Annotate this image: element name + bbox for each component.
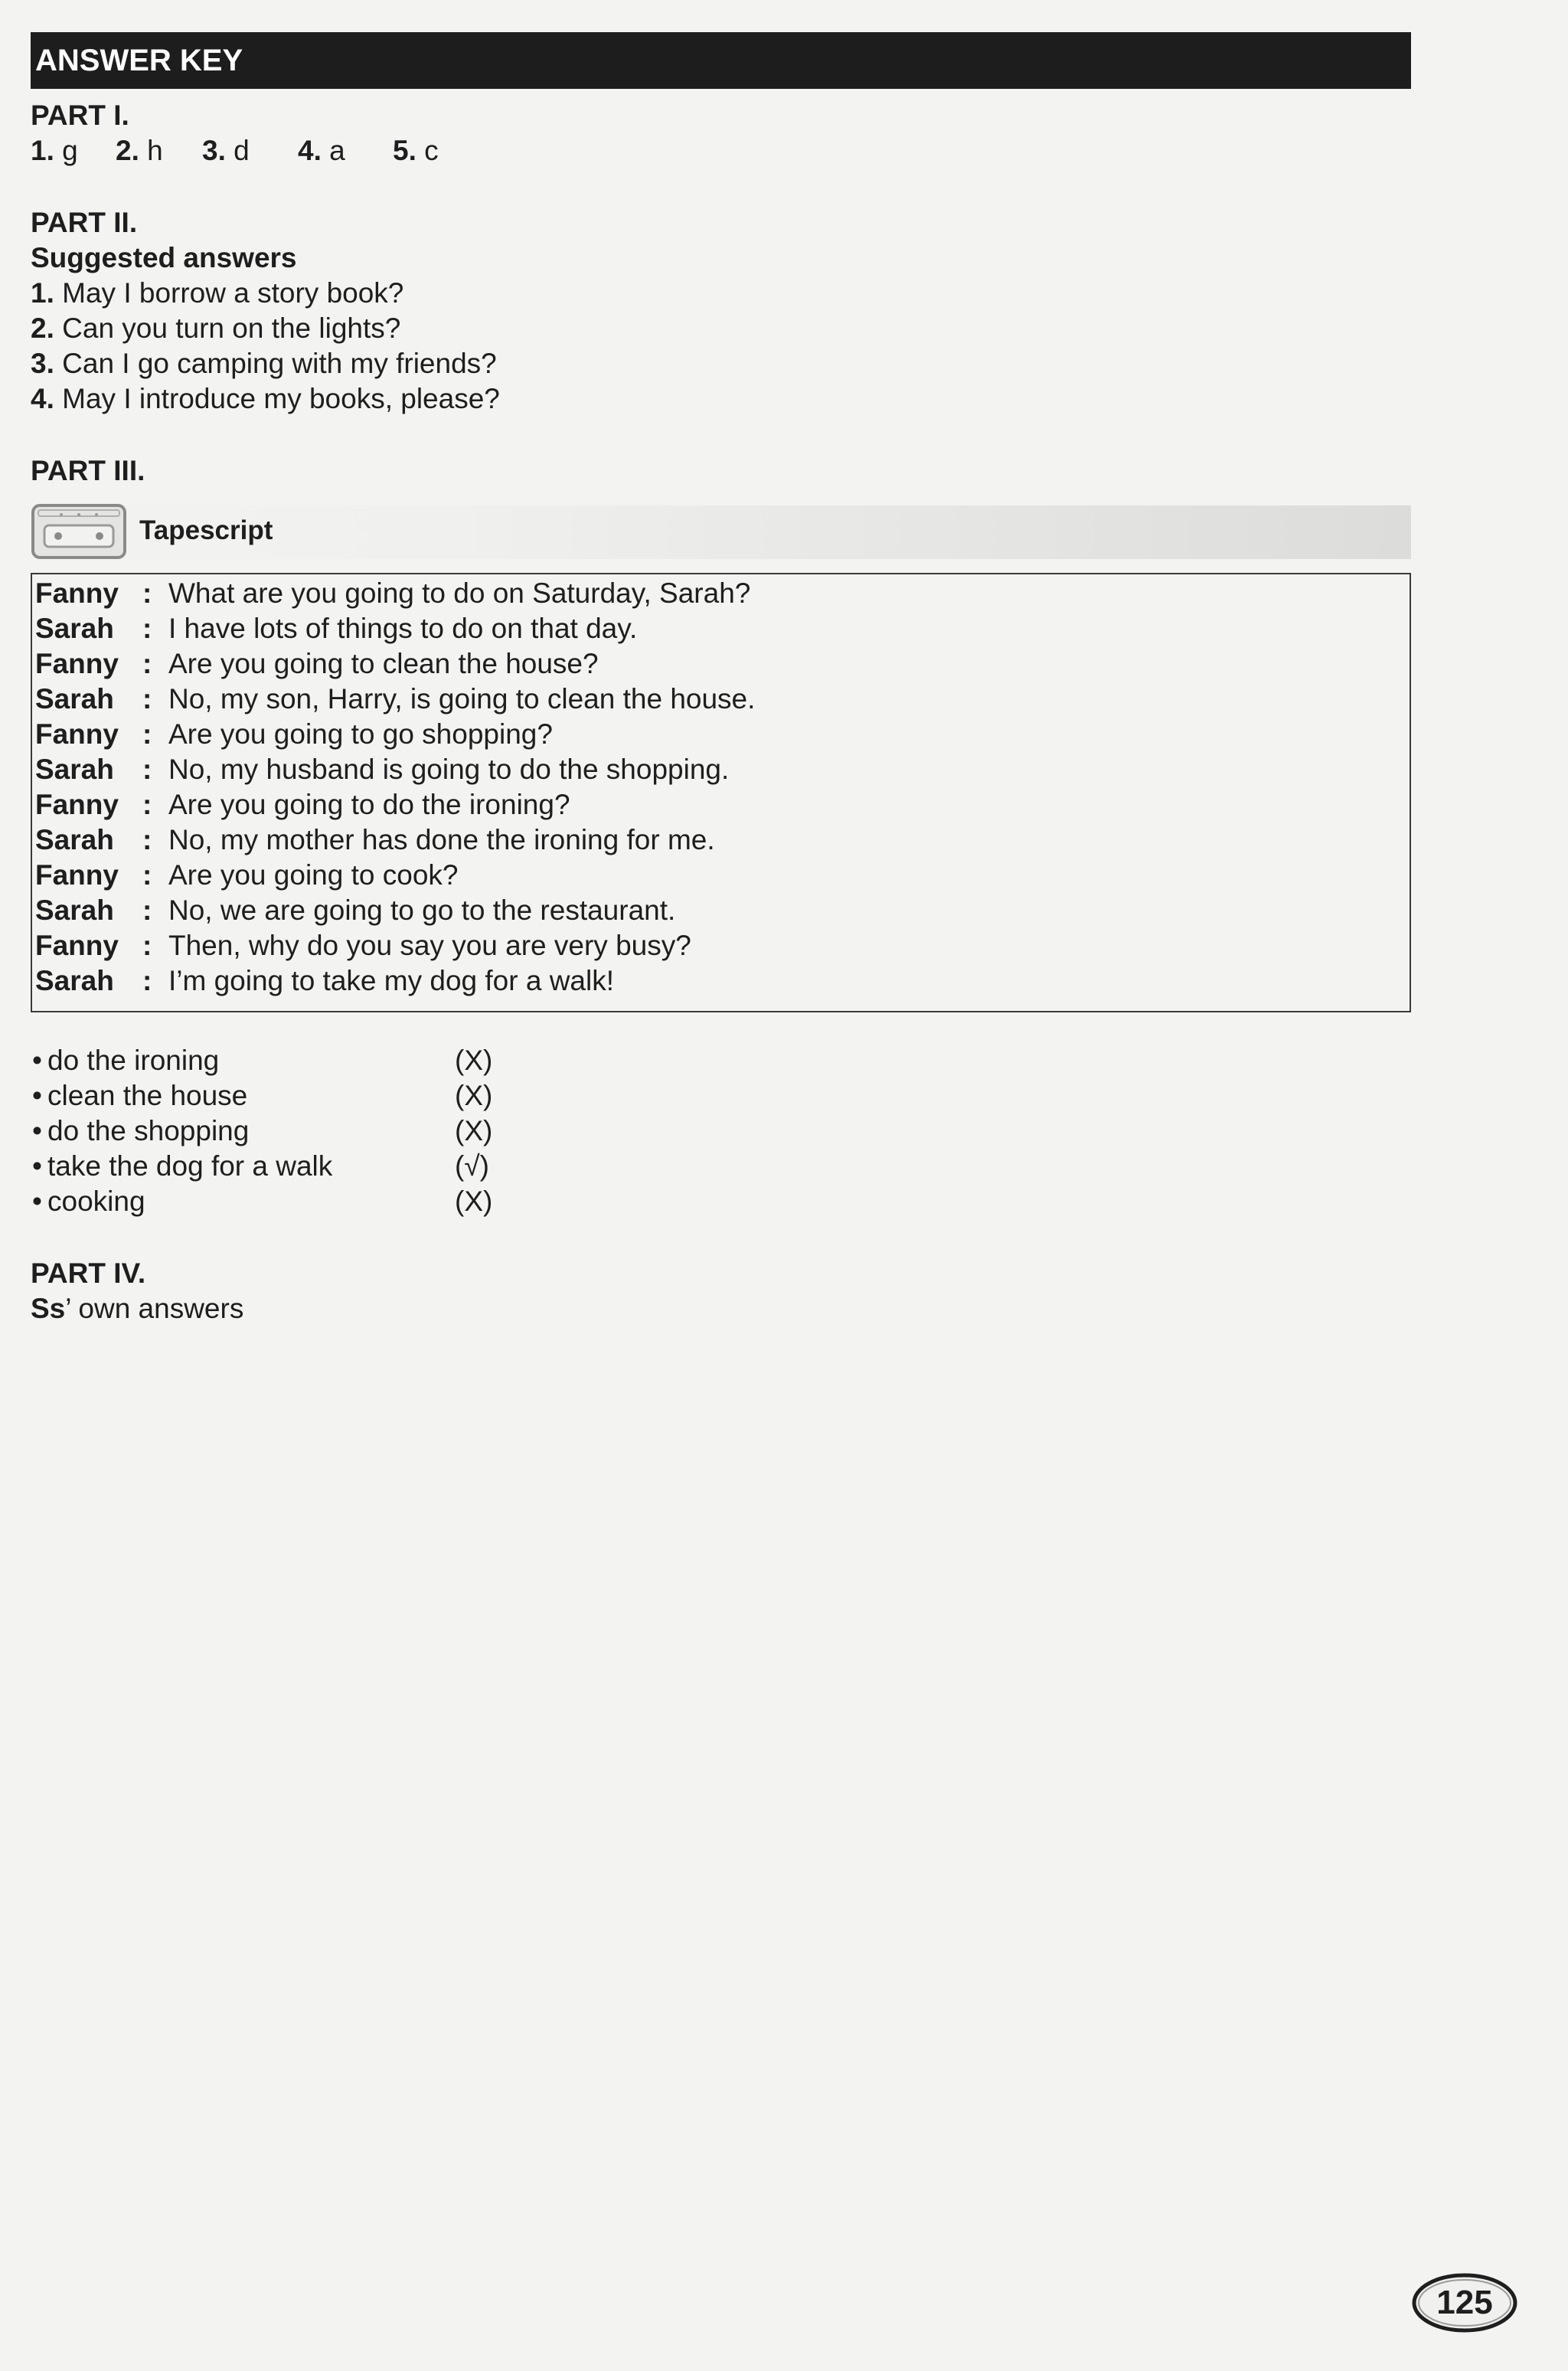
part-1-answer: 3. d: [202, 135, 250, 166]
activity-checklist: [31, 1043, 567, 1219]
speaker-name: Sarah: [35, 683, 114, 715]
answer-mark: (X): [455, 1080, 493, 1111]
list-item: 2. Can you turn on the lights?: [31, 312, 401, 344]
speaker-colon: :: [142, 824, 152, 855]
list-item: [31, 1184, 567, 1219]
bullet: •: [32, 1186, 42, 1217]
dialogue-text: I have lots of things to do on that day.: [168, 613, 638, 644]
speaker-colon: :: [142, 894, 152, 926]
page-number: 125: [1436, 2284, 1493, 2321]
list-item: 3. Can I go camping with my friends?: [31, 348, 497, 379]
dialogue-line: [32, 611, 1410, 646]
answer-mark: (X): [455, 1045, 493, 1076]
dialogue-text: No, my mother has done the ironing for me.: [168, 824, 715, 855]
bullet: •: [32, 1115, 42, 1146]
dialogue-line: [32, 963, 1410, 999]
part-4-answer: Ss’ own answers: [31, 1293, 244, 1324]
dialogue-text: No, my son, Harry, is going to clean the house.: [168, 683, 756, 715]
activity-text: do the shopping: [47, 1115, 250, 1146]
speaker-colon: :: [142, 859, 152, 891]
dialogue-text: What are you going to do on Saturday, Sarah?: [168, 577, 751, 609]
dialogue-line: [32, 576, 1410, 611]
activity-text: clean the house: [47, 1080, 248, 1111]
speaker-colon: :: [142, 965, 152, 996]
speaker-colon: :: [142, 718, 152, 750]
speaker-colon: :: [142, 754, 152, 785]
bullet: •: [32, 1080, 42, 1111]
dialogue-line: [32, 682, 1410, 717]
list-item: 4. May I introduce my books, please?: [31, 383, 500, 414]
answer-mark: (X): [455, 1115, 493, 1146]
dialogue-line: [32, 717, 1410, 752]
dialogue-line: [32, 928, 1410, 963]
list-item: [31, 1043, 567, 1078]
part-1-heading: PART I.: [31, 100, 129, 131]
dialogue-text: No, we are going to go to the restaurant.: [168, 894, 676, 926]
dialogue-line: [32, 858, 1410, 893]
speaker-colon: :: [142, 613, 152, 644]
speaker-name: Fanny: [35, 789, 119, 820]
part-3-heading: PART III.: [31, 455, 145, 486]
answer-key-header: [31, 32, 1411, 89]
speaker-name: Fanny: [35, 859, 119, 891]
part-1-answer: 4. a: [298, 135, 345, 166]
part-1-answer: 1. g: [31, 135, 78, 166]
speaker-name: Fanny: [35, 718, 119, 750]
part-4-heading: PART IV.: [31, 1257, 146, 1289]
speaker-name: Sarah: [35, 613, 114, 644]
activity-text: do the ironing: [47, 1045, 220, 1076]
part-2-heading: PART II.: [31, 207, 138, 238]
activity-text: cooking: [47, 1186, 145, 1217]
speaker-name: Sarah: [35, 894, 114, 926]
speaker-colon: :: [142, 683, 152, 715]
dialogue-text: Are you going to do the ironing?: [168, 789, 570, 820]
speaker-name: Sarah: [35, 754, 114, 785]
dialogue-line: [32, 646, 1410, 682]
dialogue-line: [32, 787, 1410, 822]
tapescript-label: Tapescript: [139, 515, 273, 545]
speaker-name: Fanny: [35, 577, 119, 609]
dialogue-line: [32, 893, 1410, 928]
part-2-section: [31, 205, 500, 417]
answer-mark: (√): [455, 1150, 489, 1182]
speaker-name: Fanny: [35, 648, 119, 679]
answer-mark: (X): [455, 1186, 493, 1217]
part-1-section: [31, 98, 439, 168]
cassette-tape-icon: [31, 502, 127, 561]
dialogue-text: Are you going to clean the house?: [168, 648, 599, 679]
dialogue-text: Are you going to go shopping?: [168, 718, 553, 750]
list-item: [31, 1114, 567, 1149]
dialogue-text: I’m going to take my dog for a walk!: [168, 965, 614, 996]
speaker-name: Fanny: [35, 930, 119, 961]
dialogue-text: No, my husband is going to do the shopping.: [168, 754, 730, 785]
tapescript-box: [31, 573, 1411, 1012]
part-4-section: [31, 1256, 243, 1326]
part-1-answers: [31, 133, 439, 168]
speaker-colon: :: [142, 789, 152, 820]
speaker-name: Sarah: [35, 965, 114, 996]
page-title: ANSWER KEY: [35, 44, 243, 77]
activity-text: take the dog for a walk: [47, 1150, 333, 1182]
speaker-colon: :: [142, 577, 152, 609]
bullet: •: [32, 1045, 42, 1076]
part-3-heading-wrap: [31, 453, 145, 489]
speaker-colon: :: [142, 930, 152, 961]
dialogue-text: Then, why do you say you are very busy?: [168, 930, 691, 961]
dialogue-line: [32, 822, 1410, 858]
bullet: •: [32, 1150, 42, 1182]
list-item: 1. May I borrow a story book?: [31, 277, 404, 309]
part-2-subheading: Suggested answers: [31, 242, 297, 273]
dialogue-text: Are you going to cook?: [168, 859, 459, 891]
list-item: [31, 1078, 567, 1114]
part-1-answer: 2. h: [116, 135, 163, 166]
part-1-answer: 5. c: [393, 135, 439, 166]
list-item: [31, 1149, 567, 1184]
speaker-name: Sarah: [35, 824, 114, 855]
dialogue-line: [32, 752, 1410, 787]
speaker-colon: :: [142, 648, 152, 679]
